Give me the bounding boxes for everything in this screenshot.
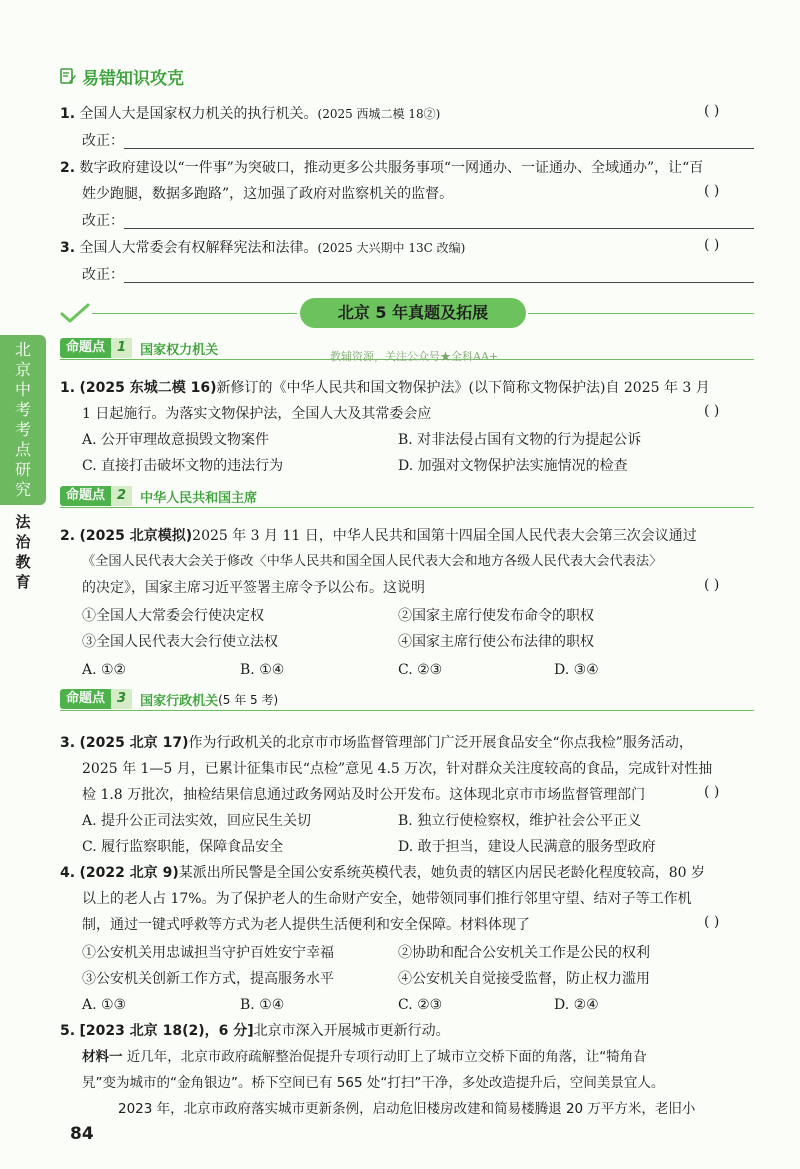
option-b[interactable]: B. 独立行使检察权，维护社会公平正义	[398, 813, 642, 829]
fix-label: 改正：	[82, 267, 124, 283]
question-3-line1	[60, 732, 693, 754]
statement-1: ①公安机关用忠诚担当守护百姓安宁幸福	[82, 945, 334, 961]
topic-title: 国家权力机关	[140, 342, 219, 358]
topic-badge-2	[60, 485, 257, 507]
answer-paren: ( )	[704, 914, 720, 930]
topic-label: 命题点	[60, 486, 111, 506]
option-d[interactable]: D. ③④	[554, 662, 599, 678]
topic-title: 中华人民共和国主席	[140, 490, 258, 506]
question-text-line1: 某派出所民警是全国公安系统英模代表，她负责的辖区内居民老龄化程度较高，80 岁	[178, 865, 706, 881]
question-text-line3: 的决定》，国家主席习近平签署主席令予以公布。这说明	[82, 580, 425, 596]
question-tag: (2025 北京 17)	[79, 735, 189, 751]
question-text-line2: 1 日起施行。为落实文物保护法，全国人大及其常委会应	[82, 406, 432, 422]
question-1-line1	[60, 377, 710, 399]
statement-3: ③公安机关创新工作方式，提高服务水平	[82, 971, 334, 987]
item-source: (2025 西城二模 18②)	[317, 107, 441, 121]
section-title: 易错知识攻克	[82, 69, 184, 89]
option-b[interactable]: B. 对非法侵占国有文物的行为提起公诉	[398, 432, 642, 448]
option-a[interactable]: A. ①②	[82, 662, 127, 678]
question-number: 2.	[60, 528, 76, 544]
fix-line[interactable]	[124, 282, 754, 283]
question-text-line2: 2025 年 1—5 月，已累计征集市民“点检”意见 4.5 万次，针对群众关注度较高的食品，完成针对性抽	[82, 761, 713, 777]
option-d[interactable]: D. 敢于担当，建设人民满意的服务型政府	[398, 839, 656, 855]
question-5-line1	[60, 1020, 450, 1042]
option-c[interactable]: C. ②③	[398, 662, 443, 678]
side-tab-label: 北京中考考点研究	[14, 340, 31, 499]
material-text-line2: 旯”变为城市的“金角银边”。桥下空间已有 565 处“打扫”干净，多处改造提升后，空间美景宜人。	[82, 1075, 665, 1091]
item-number: 3.	[60, 240, 76, 256]
question-text-line2: 《全国人民代表大会关于修改〈中华人民共和国全国人民代表大会和地方各级人民代表大会代表法〉	[82, 554, 663, 569]
option-c[interactable]: C. ②③	[398, 997, 443, 1013]
topic-note: (5 年 5 考)	[218, 692, 279, 707]
statement-4: ④国家主席行使公布法律的职权	[398, 634, 594, 650]
question-text-line1: 2025 年 3 月 11 日，中华人民共和国第十四届全国人民代表大会第三次会议通过	[192, 528, 697, 544]
item-text-line1: 数字政府建设以“一件事”为突破口，推动更多公共服务事项“一网通办、一证通办、全域通办”，让“百	[79, 160, 704, 176]
topic-number: 1	[111, 338, 132, 358]
checkmark-icon	[60, 302, 90, 324]
material-text-line3: 2023 年，北京市政府落实城市更新条例，启动危旧楼房改建和简易楼腾退 20 万平方米，老旧小	[118, 1101, 696, 1117]
material-line1	[82, 1046, 647, 1068]
answer-paren: ( )	[704, 183, 720, 199]
pencil-icon	[60, 68, 76, 84]
topic-label: 命题点	[60, 338, 111, 358]
error-item-3	[60, 237, 465, 259]
topic-badge-1	[60, 337, 218, 359]
option-c[interactable]: C. 直接打击破坏文物的违法行为	[82, 458, 284, 474]
option-a[interactable]: A. 提升公正司法实效，回应民生关切	[82, 813, 312, 829]
question-tag: (2025 北京模拟)	[79, 528, 193, 544]
question-number: 1.	[60, 380, 76, 396]
option-d[interactable]: D. ②④	[554, 997, 599, 1013]
question-4-line1	[60, 862, 705, 884]
question-2-line1	[60, 525, 697, 547]
option-b[interactable]: B. ①④	[240, 662, 285, 678]
fix-label: 改正：	[82, 133, 124, 149]
answer-paren: ( )	[704, 237, 720, 253]
question-number: 5.	[60, 1023, 76, 1039]
item-number: 2.	[60, 160, 76, 176]
item-number: 1.	[60, 106, 76, 122]
topic-badge-3	[60, 688, 278, 710]
fix-line[interactable]	[124, 228, 754, 229]
answer-paren: ( )	[704, 103, 720, 119]
page-number: 84	[70, 1124, 94, 1144]
answer-paren: ( )	[704, 784, 720, 800]
topic-rule	[60, 507, 754, 508]
statement-2: ②国家主席行使发布命令的职权	[398, 608, 594, 624]
question-number: 3.	[60, 735, 76, 751]
statement-1: ①全国人大常委会行使决定权	[82, 608, 264, 624]
question-text-line3: 制，通过一键式呼救等方式为老人提供生活便利和安全保障。材料体现了	[82, 917, 530, 933]
topic-number: 2	[111, 486, 132, 506]
topic-rule	[60, 710, 754, 711]
question-text-line3: 检 1.8 万批次，抽检结果信息通过政务网站及时公开发布。这体现北京市市场监督管理部门	[82, 787, 646, 803]
error-item-2-line1	[60, 157, 703, 179]
statement-2: ②协助和配合公安机关工作是公民的权利	[398, 945, 650, 961]
material-text-line1: 近几年，北京市政府疏解整治促提升专项行动盯上了城市立交桥下面的角落，让“犄角旮	[126, 1049, 647, 1065]
banner-rule-right	[528, 313, 754, 314]
fix-label: 改正：	[82, 213, 124, 229]
answer-paren: ( )	[704, 403, 720, 419]
item-text: 全国人大是国家权力机关的执行机关。	[79, 106, 318, 122]
option-b[interactable]: B. ①④	[240, 997, 285, 1013]
item-source: (2025 大兴期中 13C 改编)	[317, 241, 466, 255]
question-text-line1: 作为行政机关的北京市市场监督管理部门广泛开展食品安全“你点我检”服务活动，	[188, 735, 693, 751]
statement-3: ③全国人民代表大会行使立法权	[82, 634, 278, 650]
question-text-line1: 新修订的《中华人民共和国文物保护法》(以下简称文物保护法)自 2025 年 3 月	[216, 380, 710, 396]
section-banner: 北京 5 年真题及拓展	[300, 298, 526, 328]
watermark: 教辅资源，关注公众号★全科AA+	[330, 350, 499, 363]
topic-title: 国家行政机关	[140, 693, 219, 709]
side-tab-sublabel: 法治教育	[15, 513, 31, 591]
fix-line[interactable]	[124, 148, 754, 149]
material-label: 材料一	[82, 1049, 123, 1065]
question-text-line2: 以上的老人占 17%。为了保护老人的生命财产安全，她带领同事们推行邻里守望、结对子等工作机	[82, 891, 692, 907]
error-item-1	[60, 103, 440, 125]
topic-label: 命题点	[60, 689, 111, 709]
question-tag: (2025 东城二模 16)	[79, 380, 217, 396]
option-a[interactable]: A. ①③	[82, 997, 127, 1013]
topic-number: 3	[111, 689, 132, 709]
item-text: 全国人大常委会有权解释宪法和法律。	[79, 240, 318, 256]
banner-rule-left	[92, 313, 297, 314]
question-tag: [2023 北京 18(2)，6 分]	[79, 1023, 254, 1039]
question-number: 4.	[60, 865, 76, 881]
option-a[interactable]: A. 公开审理故意损毁文物案件	[82, 432, 270, 448]
option-d[interactable]: D. 加强对文物保护法实施情况的检查	[398, 458, 628, 474]
statement-4: ④公安机关自觉接受监督，防止权力滥用	[398, 971, 650, 987]
question-tag: (2022 北京 9)	[79, 865, 179, 881]
answer-paren: ( )	[704, 577, 720, 593]
item-text-line2: 姓少跑腿，数据多跑路”，这加强了政府对监察机关的监督。	[82, 186, 454, 202]
question-text: 北京市深入开展城市更新行动。	[253, 1023, 450, 1039]
option-c[interactable]: C. 履行监察职能，保障食品安全	[82, 839, 284, 855]
